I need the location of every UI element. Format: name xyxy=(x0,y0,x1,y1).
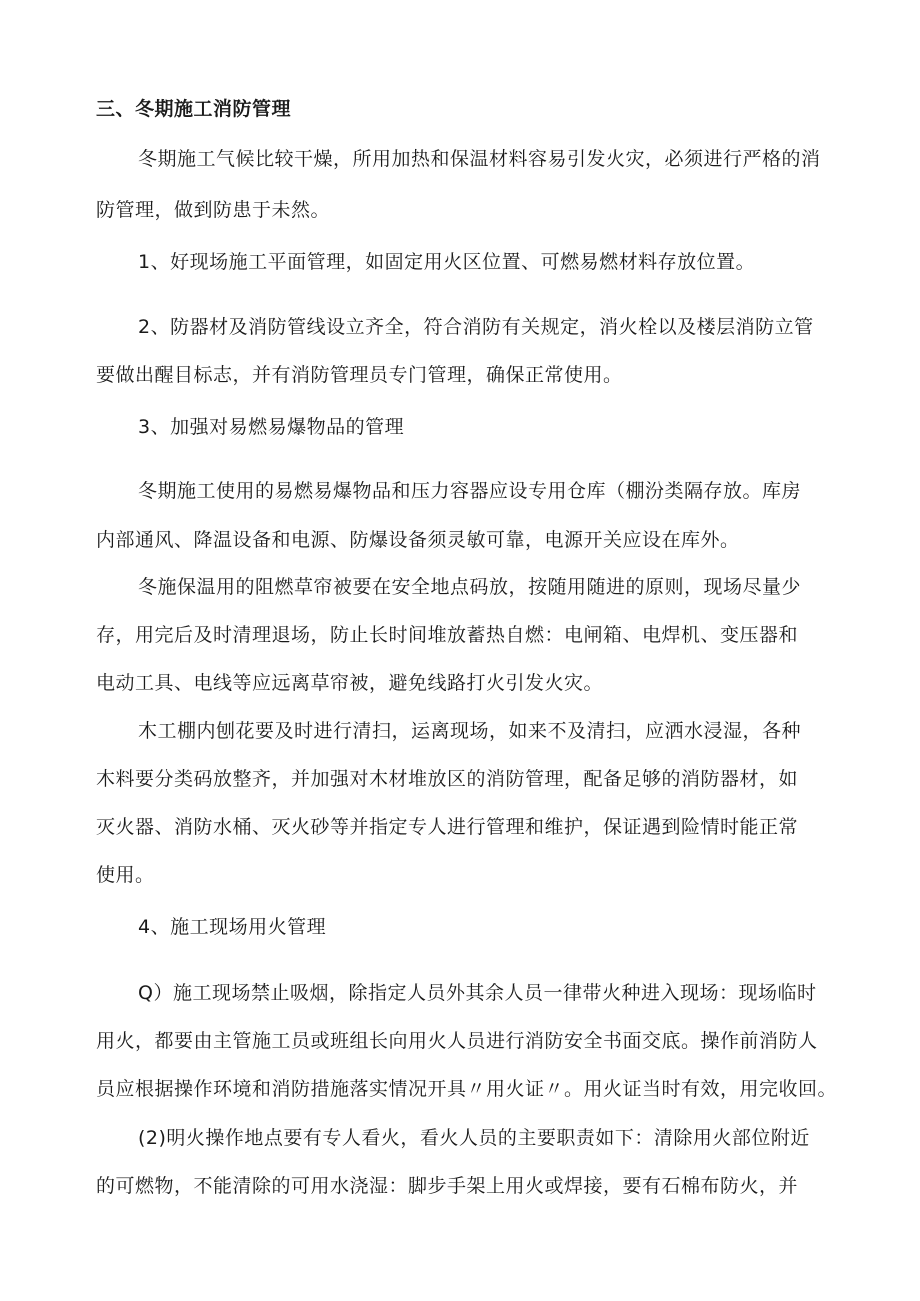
paragraph-line: 的可燃物，不能清除的可用水浇湿：脚步手架上用火或焊接，要有石棉布防火，并 xyxy=(96,1175,799,1197)
paragraph-line: (2)明火操作地点要有专人看火，看火人员的主要职责如下：清除用火部位附近 xyxy=(138,1127,810,1149)
paragraph-line: 木料要分类码放整齐，并加强对木材堆放区的消防管理，配备足够的消防器材，如 xyxy=(96,768,799,790)
paragraph-line: 冬期施工气候比较干燥，所用加热和保温材料容易引发火灾，必须进行严格的消 xyxy=(138,148,821,170)
paragraph-line: 使用。 xyxy=(96,864,155,886)
list-item: 2、防器材及消防管线设立齐全，符合消防有关规定，消火栓以及楼层消防立管 xyxy=(138,316,814,338)
paragraph-line: 冬施保温用的阻燃草帘被要在安全地点码放，按随用随进的原则，现场尽量少 xyxy=(138,576,802,598)
paragraph-line: Q）施工现场禁止吸烟，除指定人员外其余人员一律带火种进入现场：现场临时 xyxy=(138,982,817,1004)
section-title: 三、冬期施工消防管理 xyxy=(96,98,292,120)
paragraph-line: 冬期施工使用的易燃易爆物品和压力容器应设专用仓库（棚汾类隔存放。库房 xyxy=(138,480,802,502)
paragraph-line: 存，用完后及时清理退场，防止长时间堆放蓄热自燃：电闸箱、电焊机、变压器和 xyxy=(96,624,799,646)
paragraph-line: 员应根据操作环境和消防措施落实情况开具〃用火证〃。用火证当时有效，用完收回。 xyxy=(96,1078,838,1100)
paragraph-line: 电动工具、电线等应远离草帘被，避免线路打火引发火灾。 xyxy=(96,672,604,694)
paragraph-line: 用火，都要由主管施工员或班组长向用火人员进行消防安全书面交底。操作前消防人 xyxy=(96,1030,818,1052)
list-item: 4、施工现场用火管理 xyxy=(138,916,327,938)
paragraph-line: 木工棚内刨花要及时进行清扫，运离现场，如来不及清扫，应洒水浸湿，各种 xyxy=(138,720,802,742)
paragraph-line: 防管理，做到防患于未然。 xyxy=(96,199,331,221)
list-item: 1、好现场施工平面管理，如固定用火区位置、可燃易燃材料存放位置。 xyxy=(138,251,756,273)
list-item: 3、加强对易燃易爆物品的管理 xyxy=(138,416,405,438)
paragraph-line: 内部通风、降温设备和电源、防爆设备须灵敏可靠，电源开关应设在库外。 xyxy=(96,529,740,551)
paragraph-line: 灭火器、消防水桶、灭火砂等并指定专人进行管理和维护，保证遇到险情时能正常 xyxy=(96,816,799,838)
paragraph-line: 要做出醒目标志，并有消防管理员专门管理，确保正常使用。 xyxy=(96,364,623,386)
